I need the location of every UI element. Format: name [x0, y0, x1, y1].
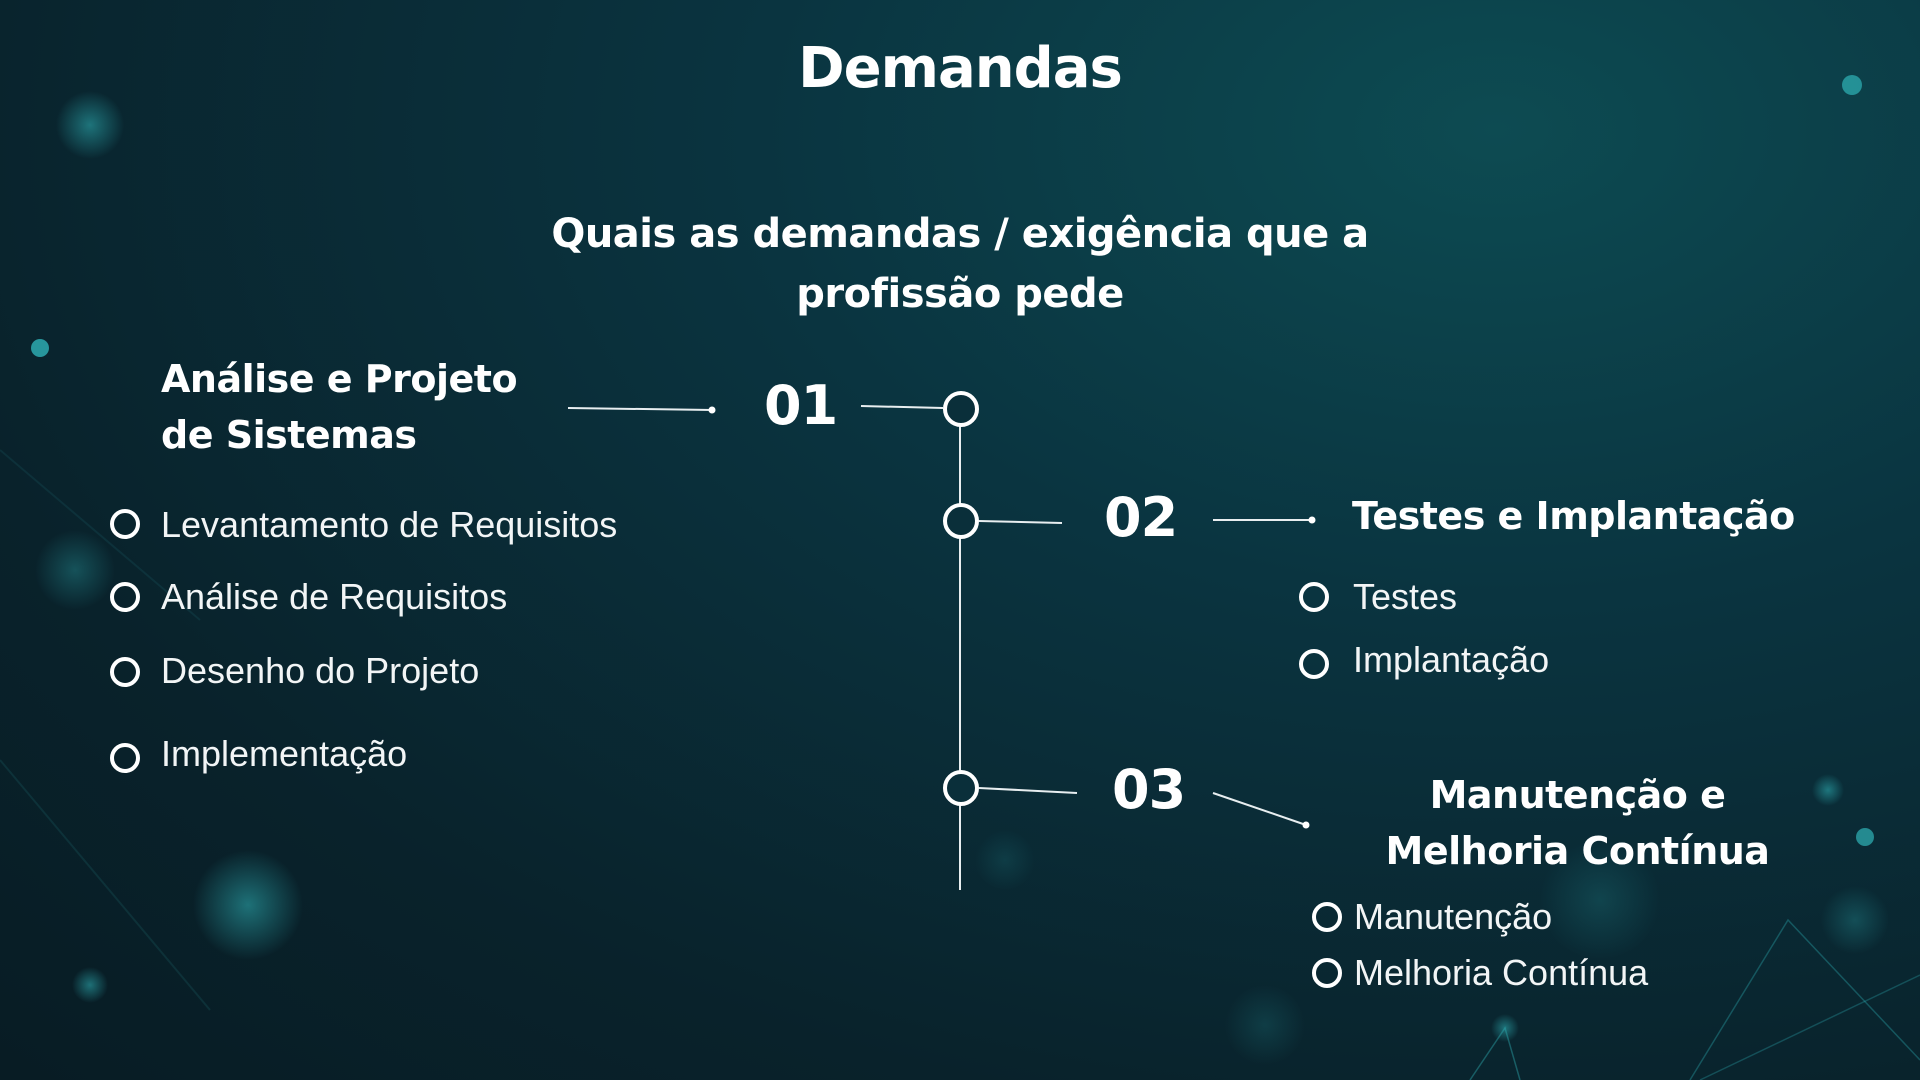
- stage-2-item: Implantação: [1353, 639, 1550, 680]
- stage-3-item: Melhoria Contínua: [1354, 952, 1649, 993]
- bullet-circle-icon: [1312, 902, 1342, 932]
- stage-3-item: Manutenção: [1354, 896, 1553, 937]
- bullet-circle-icon: [1312, 958, 1342, 988]
- bullet-circle-icon: [1299, 649, 1329, 679]
- stage-1-item: Implementação: [161, 733, 408, 774]
- bullet-circle-icon: [110, 657, 140, 687]
- page-title: Demandas: [798, 36, 1122, 101]
- stage-2-heading: Testes e Implantação: [1352, 494, 1795, 538]
- bullet-circle-icon: [110, 509, 140, 539]
- stage-3-heading: Manutenção e Melhoria Contínua: [1385, 773, 1770, 873]
- stage-1-item: Análise de Requisitos: [161, 576, 508, 617]
- bullet-circle-icon: [1299, 582, 1329, 612]
- subtitle: Quais as demandas / exigência que a profissão pede: [551, 211, 1369, 317]
- stage-2-number: 02: [1104, 486, 1178, 549]
- stage-1-number: 01: [764, 374, 838, 437]
- stage-3-number: 03: [1112, 758, 1186, 821]
- bullet-circle-icon: [110, 743, 140, 773]
- stage-2-item: Testes: [1353, 576, 1458, 617]
- stage-1-item: Levantamento de Requisitos: [161, 504, 618, 545]
- stage-1-item: Desenho do Projeto: [161, 650, 480, 691]
- stage-1-heading: Análise e Projeto de Sistemas: [161, 357, 518, 457]
- bullet-circle-icon: [110, 582, 140, 612]
